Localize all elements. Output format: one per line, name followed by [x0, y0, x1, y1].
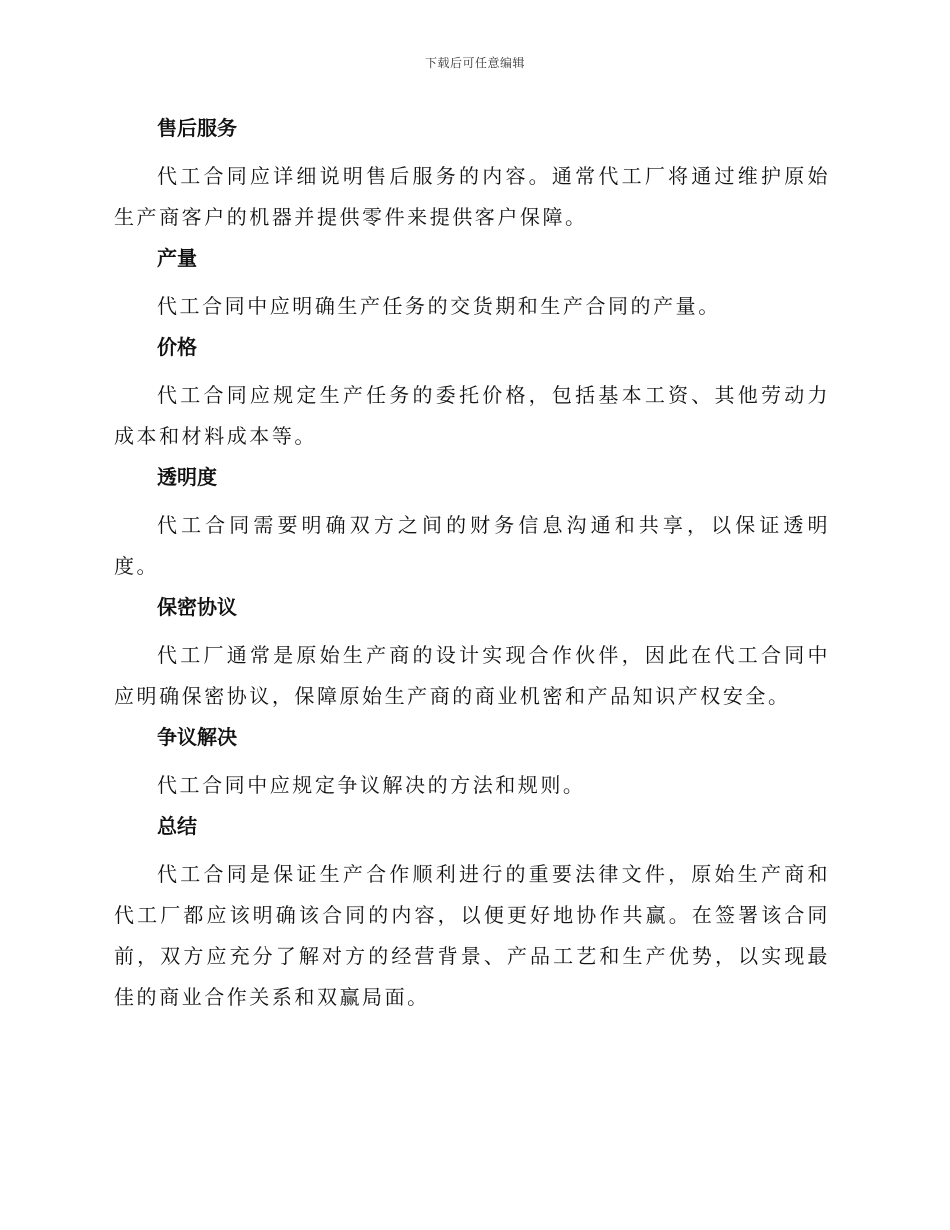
document-body	[114, 108, 830, 1018]
section-transparency	[114, 457, 830, 587]
section-heading: 总结	[157, 814, 197, 838]
section-output	[114, 238, 830, 327]
section-confidentiality	[114, 587, 830, 717]
section-paragraph: 代工合同应详细说明售后服务的内容。通常代工厂将通过维护原始生产商客户的机器并提供零件来提供客户保障。	[114, 164, 830, 229]
section-paragraph: 代工厂通常是原始生产商的设计实现合作伙伴，因此在代工合同中应明确保密协议，保障原始生产商的商业机密和产品知识产权安全。	[114, 643, 830, 708]
section-summary	[114, 806, 830, 1018]
section-heading: 保密协议	[157, 595, 237, 619]
section-heading: 产量	[157, 246, 197, 270]
section-paragraph: 代工合同中应规定争议解决的方法和规则。	[157, 773, 586, 797]
section-heading: 争议解决	[157, 725, 237, 749]
section-price	[114, 327, 830, 457]
section-paragraph: 代工合同是保证生产合作顺利进行的重要法律文件，原始生产商和代工厂都应该明确该合同的内容，以便更好地协作共赢。在签署该合同前，双方应充分了解对方的经营背景、产品工艺和生产优势，以实现最佳的商业合作关系和双赢局面。	[114, 862, 830, 1009]
section-paragraph: 代工合同应规定生产任务的委托价格，包括基本工资、其他劳动力成本和材料成本等。	[114, 383, 830, 448]
section-heading: 售后服务	[157, 116, 237, 140]
section-paragraph: 代工合同中应明确生产任务的交货期和生产合同的产量。	[157, 294, 721, 318]
section-dispute-resolution	[114, 717, 830, 806]
section-after-sales	[114, 108, 830, 238]
section-heading: 价格	[157, 335, 197, 359]
section-heading: 透明度	[157, 465, 217, 489]
page-header: 下载后可任意编辑	[424, 56, 525, 70]
section-paragraph: 代工合同需要明确双方之间的财务信息沟通和共享，以保证透明度。	[114, 513, 830, 578]
